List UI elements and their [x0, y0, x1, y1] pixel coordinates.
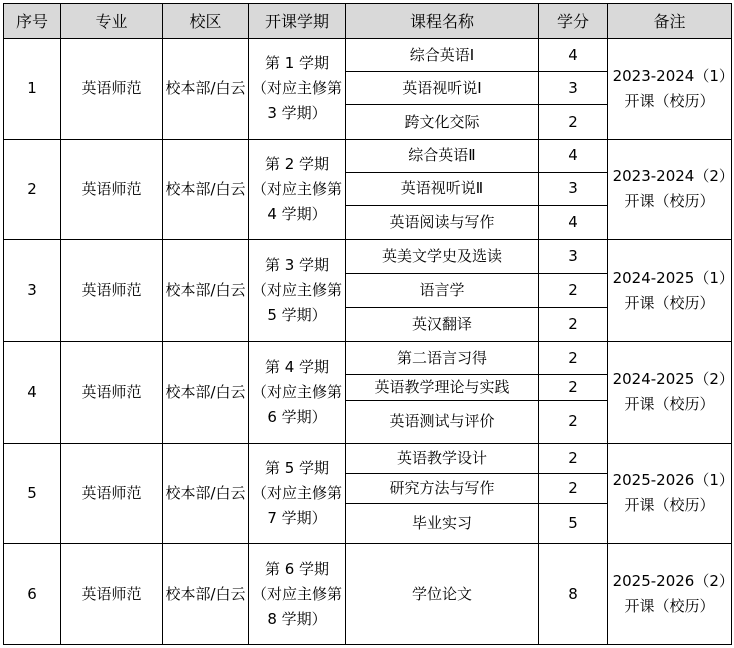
course-schedule-table: [3, 3, 732, 645]
table-row: [4, 341, 732, 374]
campus-cell: 校本部/白云: [163, 544, 249, 645]
course-name-cell: 第二语言习得: [346, 341, 539, 374]
credit-cell: 2: [539, 307, 608, 341]
credit-cell: 5: [539, 504, 608, 544]
table-row: [4, 544, 732, 645]
term-cell: 第 3 学期（对应主修第 5 学期）: [249, 240, 346, 342]
header-credit: 学分: [539, 4, 608, 39]
term-cell: 第 2 学期（对应主修第 4 学期）: [249, 139, 346, 240]
course-name-cell: 英语教学理论与实践: [346, 375, 539, 401]
credit-cell: 2: [539, 273, 608, 307]
table-row: [4, 139, 732, 172]
course-name-cell: 英语视听说Ⅰ: [346, 72, 539, 105]
major-cell: 英语师范: [61, 443, 163, 544]
campus-cell: 校本部/白云: [163, 443, 249, 544]
row-index: 3: [4, 240, 61, 342]
course-name-cell: 综合英语Ⅰ: [346, 39, 539, 72]
credit-cell: 2: [539, 443, 608, 473]
note-cell: 2023-2024（2）开课（校历）: [608, 139, 732, 240]
credit-cell: 3: [539, 172, 608, 205]
header-major: 专业: [61, 4, 163, 39]
note-cell: 2024-2025（2）开课（校历）: [608, 341, 732, 443]
header-campus: 校区: [163, 4, 249, 39]
course-name-cell: 语言学: [346, 273, 539, 307]
credit-cell: 3: [539, 240, 608, 273]
term-cell: 第 5 学期（对应主修第 7 学期）: [249, 443, 346, 544]
header-course-name: 课程名称: [346, 4, 539, 39]
row-index: 6: [4, 544, 61, 645]
credit-cell: 2: [539, 401, 608, 443]
course-name-cell: 综合英语Ⅱ: [346, 139, 539, 172]
course-name-cell: 跨文化交际: [346, 105, 539, 139]
credit-cell: 4: [539, 139, 608, 172]
course-name-cell: 英汉翻译: [346, 307, 539, 341]
credit-cell: 4: [539, 206, 608, 240]
credit-cell: 2: [539, 375, 608, 401]
campus-cell: 校本部/白云: [163, 39, 249, 140]
term-cell: 第 6 学期（对应主修第 8 学期）: [249, 544, 346, 645]
note-cell: 2024-2025（1）开课（校历）: [608, 240, 732, 342]
major-cell: 英语师范: [61, 39, 163, 140]
course-name-cell: 英美文学史及选读: [346, 240, 539, 273]
note-cell: 2023-2024（1）开课（校历）: [608, 39, 732, 140]
major-cell: 英语师范: [61, 544, 163, 645]
table-row: [4, 443, 732, 473]
major-cell: 英语师范: [61, 240, 163, 342]
major-cell: 英语师范: [61, 341, 163, 443]
table-row: [4, 240, 732, 273]
campus-cell: 校本部/白云: [163, 139, 249, 240]
row-index: 5: [4, 443, 61, 544]
header-note: 备注: [608, 4, 732, 39]
row-index: 2: [4, 139, 61, 240]
row-index: 4: [4, 341, 61, 443]
course-name-cell: 英语阅读与写作: [346, 206, 539, 240]
note-cell: 2025-2026（2）开课（校历）: [608, 544, 732, 645]
credit-cell: 2: [539, 341, 608, 374]
term-cell: 第 4 学期（对应主修第 6 学期）: [249, 341, 346, 443]
credit-cell: 4: [539, 39, 608, 72]
course-name-cell: 学位论文: [346, 544, 539, 645]
note-cell: 2025-2026（1）开课（校历）: [608, 443, 732, 544]
header-row: [4, 4, 732, 39]
campus-cell: 校本部/白云: [163, 341, 249, 443]
course-name-cell: 英语测试与评价: [346, 401, 539, 443]
row-index: 1: [4, 39, 61, 140]
campus-cell: 校本部/白云: [163, 240, 249, 342]
header-term: 开课学期: [249, 4, 346, 39]
credit-cell: 2: [539, 473, 608, 503]
credit-cell: 2: [539, 105, 608, 139]
major-cell: 英语师范: [61, 139, 163, 240]
course-name-cell: 毕业实习: [346, 504, 539, 544]
course-name-cell: 英语教学设计: [346, 443, 539, 473]
header-index: 序号: [4, 4, 61, 39]
term-cell: 第 1 学期（对应主修第 3 学期）: [249, 39, 346, 140]
table-row: [4, 39, 732, 72]
credit-cell: 3: [539, 72, 608, 105]
course-name-cell: 研究方法与写作: [346, 473, 539, 503]
credit-cell: 8: [539, 544, 608, 645]
course-name-cell: 英语视听说Ⅱ: [346, 172, 539, 205]
